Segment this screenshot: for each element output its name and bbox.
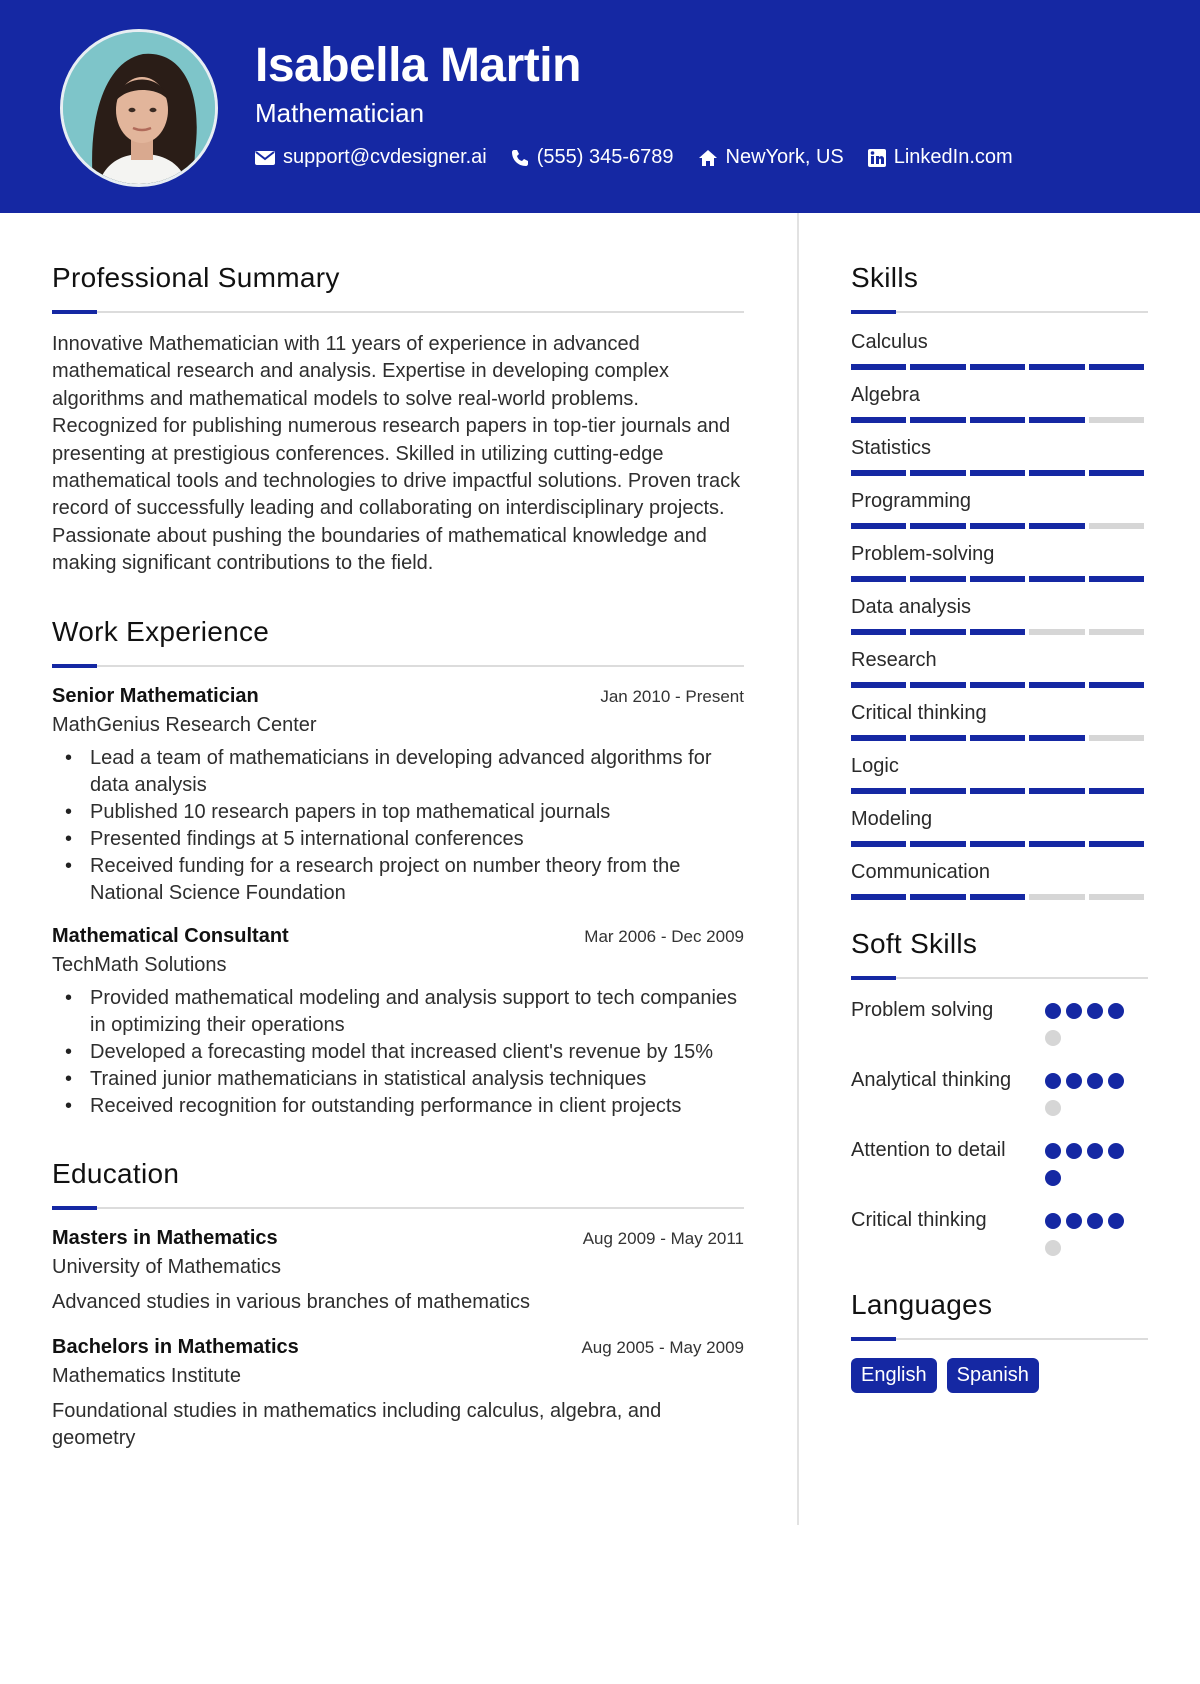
skill-name: Algebra (851, 384, 920, 406)
job-entry (52, 925, 744, 1120)
skill-item (851, 861, 1148, 900)
skill-name: Communication (851, 861, 990, 883)
contact-email-text: support@cvdesigner.ai (283, 146, 487, 168)
skill-level-segment (910, 629, 965, 635)
skill-level-segment (851, 682, 906, 688)
skill-level-segment (970, 735, 1025, 741)
skill-level-bar (851, 364, 1148, 370)
rating-dot (1045, 1143, 1061, 1159)
skills-heading: Skills (851, 262, 919, 293)
skill-level-segment (1029, 470, 1084, 476)
edu-dates: Aug 2009 - May 2011 (582, 1228, 744, 1248)
languages-list (851, 1358, 1148, 1393)
soft-skill-name: Problem solving (851, 999, 994, 1021)
skill-level-segment (851, 735, 906, 741)
skill-level-bar (851, 735, 1148, 741)
column-divider (797, 213, 799, 1525)
soft-skill-item (851, 1137, 1148, 1197)
skills-list (851, 331, 1148, 900)
skill-level-segment (910, 523, 965, 529)
job-bullet: • Trained junior mathematicians in statistical analysis techniques (52, 1066, 744, 1093)
summary-text: Innovative Mathematician with 11 years of experience in advanced mathematical research and analysis. Expertise in developing complex algorithms and mathematical models to solve real-world problems. Recognized for publishing numerous research papers in top-tier journals and presenting at prestigious conferences. Skilled in utilizing cutting-edge mathematical tools and technologies to drive impactful solutions. Proven track record of successfully leading and collaborating on interdisciplinary projects. Passionate about pushing the boundaries of mathematical knowledge and making significant contributions to the field. (52, 333, 741, 575)
skill-name: Research (851, 649, 937, 671)
job-bullets (52, 745, 744, 907)
soft-skill-name: Analytical thinking (851, 1069, 1012, 1091)
skill-level-segment (970, 841, 1025, 847)
soft-skill-item (851, 1067, 1148, 1127)
side-column (851, 262, 1148, 1393)
skills-section (851, 262, 1148, 900)
rating-dot (1087, 1003, 1103, 1019)
job-bullet: • Developed a forecasting model that increased client's revenue by 15% (52, 1039, 744, 1066)
rating-dot (1108, 1143, 1124, 1159)
skill-level-segment (851, 470, 906, 476)
skill-name: Problem-solving (851, 543, 995, 565)
skill-name: Programming (851, 490, 972, 512)
soft-skill-name: Attention to detail (851, 1139, 1006, 1161)
edu-degree: Bachelors in Mathematics (52, 1335, 299, 1358)
skill-item (851, 384, 1148, 423)
skill-item (851, 596, 1148, 635)
skill-level-segment (851, 576, 906, 582)
soft-skill-rating (1045, 997, 1145, 1057)
rating-dot (1066, 1143, 1082, 1159)
rating-dot (1066, 1073, 1082, 1089)
skill-level-segment (1089, 470, 1144, 476)
rating-dot (1045, 1240, 1061, 1256)
skill-name: Statistics (851, 437, 932, 459)
skill-level-segment (1029, 523, 1084, 529)
skill-level-segment (851, 417, 906, 423)
job-bullet: • Provided mathematical modeling and analysis support to tech companies in optimizing their operations (52, 985, 744, 1039)
contact-row (255, 146, 1037, 169)
rating-dot (1066, 1213, 1082, 1229)
skill-level-segment (1029, 629, 1084, 635)
contact-phone-text: (555) 345-6789 (536, 146, 674, 168)
skill-level-segment (1029, 682, 1084, 688)
soft-skill-rating (1045, 1137, 1145, 1197)
section-rule (52, 1206, 744, 1209)
section-rule (851, 1337, 1148, 1340)
skill-level-segment (1089, 682, 1144, 688)
skill-level-segment (970, 417, 1025, 423)
main-column (52, 262, 744, 1472)
section-rule (851, 976, 1148, 979)
soft-skill-item (851, 997, 1148, 1057)
rating-dot (1108, 1073, 1124, 1089)
skill-level-bar (851, 841, 1148, 847)
skill-level-segment (910, 576, 965, 582)
contact-linkedin-text: LinkedIn.com (893, 146, 1013, 168)
phone-icon (511, 149, 529, 167)
skill-level-bar (851, 576, 1148, 582)
job-org: MathGenius Research Center (52, 713, 317, 736)
skill-level-bar (851, 417, 1148, 423)
rating-dot (1045, 1213, 1061, 1229)
skill-name: Data analysis (851, 596, 972, 618)
experience-section (52, 616, 744, 1120)
job-bullet: • Lead a team of mathematicians in developing advanced algorithms for data analysis (52, 745, 744, 799)
header-banner (0, 0, 1200, 213)
skill-item (851, 755, 1148, 794)
job-bullet: • Presented findings at 5 international conferences (52, 826, 744, 853)
soft-skills-heading: Soft Skills (851, 928, 978, 959)
skill-level-segment (970, 682, 1025, 688)
edu-desc: Foundational studies in mathematics including calculus, algebra, and geometry (52, 1399, 662, 1449)
skill-level-bar (851, 629, 1148, 635)
soft-skill-item (851, 1207, 1148, 1267)
rating-dot (1108, 1213, 1124, 1229)
skill-level-bar (851, 523, 1148, 529)
languages-section (851, 1289, 1148, 1393)
rating-dot (1087, 1143, 1103, 1159)
language-tag: Spanish (947, 1358, 1039, 1393)
skill-level-segment (1029, 735, 1084, 741)
contact-location-text: NewYork, US (725, 146, 844, 168)
skill-level-segment (1089, 788, 1144, 794)
rating-dot (1066, 1003, 1082, 1019)
skill-level-segment (851, 364, 906, 370)
skill-level-bar (851, 682, 1148, 688)
job-dates: Jan 2010 - Present (600, 686, 744, 706)
edu-degree: Masters in Mathematics (52, 1226, 278, 1249)
skill-level-segment (1029, 576, 1084, 582)
skill-level-segment (851, 894, 906, 900)
education-entry (52, 1336, 744, 1452)
home-icon (698, 149, 718, 167)
candidate-name: Isabella Martin (255, 39, 581, 92)
skill-item (851, 543, 1148, 582)
skill-level-segment (910, 841, 965, 847)
education-entry (52, 1227, 744, 1316)
summary-heading: Professional Summary (52, 262, 340, 293)
skill-level-segment (1029, 364, 1084, 370)
skill-name: Logic (851, 755, 899, 777)
job-bullets (52, 985, 744, 1120)
skill-level-segment (1089, 417, 1144, 423)
skill-item (851, 437, 1148, 476)
skill-level-bar (851, 894, 1148, 900)
profile-photo (63, 32, 218, 187)
rating-dot (1108, 1003, 1124, 1019)
linkedin-icon (868, 149, 886, 167)
languages-heading: Languages (851, 1289, 993, 1320)
skill-level-segment (910, 735, 965, 741)
skill-level-segment (970, 788, 1025, 794)
language-tag: English (851, 1358, 937, 1393)
skill-level-segment (910, 470, 965, 476)
job-role: Mathematical Consultant (52, 924, 289, 947)
soft-skills-list (851, 997, 1148, 1267)
job-role: Senior Mathematician (52, 684, 259, 707)
soft-skill-name: Critical thinking (851, 1209, 987, 1231)
section-rule (52, 310, 744, 313)
rating-dot (1045, 1073, 1061, 1089)
rating-dot (1045, 1170, 1061, 1186)
skill-level-segment (970, 523, 1025, 529)
rating-dot (1045, 1030, 1061, 1046)
skill-level-segment (851, 523, 906, 529)
soft-skill-rating (1045, 1207, 1145, 1267)
skill-level-segment (1089, 841, 1144, 847)
envelope-icon (255, 150, 275, 166)
education-heading: Education (52, 1157, 180, 1189)
skill-name: Critical thinking (851, 702, 987, 724)
rating-dot (1045, 1003, 1061, 1019)
contact-phone[interactable] (511, 146, 674, 169)
skill-level-segment (910, 417, 965, 423)
education-section (52, 1158, 744, 1452)
soft-skills-section (851, 928, 1148, 1267)
skill-level-segment (1029, 841, 1084, 847)
summary-section (52, 262, 744, 578)
skill-level-segment (970, 629, 1025, 635)
skill-level-bar (851, 470, 1148, 476)
skill-level-segment (851, 629, 906, 635)
rating-dot (1045, 1100, 1061, 1116)
skill-level-segment (970, 364, 1025, 370)
skill-name: Modeling (851, 808, 933, 830)
skill-level-segment (1089, 735, 1144, 741)
skill-level-segment (910, 894, 965, 900)
section-rule (52, 664, 744, 667)
skill-item (851, 490, 1148, 529)
skill-level-segment (851, 841, 906, 847)
skill-level-segment (970, 576, 1025, 582)
skill-level-segment (1089, 894, 1144, 900)
job-org: TechMath Solutions (52, 953, 227, 976)
soft-skill-rating (1045, 1067, 1145, 1127)
skill-item (851, 331, 1148, 370)
contact-linkedin[interactable] (868, 146, 1013, 169)
skill-level-segment (1029, 788, 1084, 794)
skill-item (851, 808, 1148, 847)
edu-school: University of Mathematics (52, 1255, 281, 1278)
rating-dot (1087, 1213, 1103, 1229)
contact-location (698, 146, 844, 169)
skill-level-segment (1089, 523, 1144, 529)
skill-level-segment (1089, 576, 1144, 582)
skill-level-segment (910, 682, 965, 688)
skill-level-segment (910, 788, 965, 794)
skill-level-segment (910, 364, 965, 370)
job-bullet: • Received recognition for outstanding performance in client projects (52, 1093, 744, 1120)
contact-email[interactable] (255, 146, 487, 169)
edu-desc: Advanced studies in various branches of mathematics (52, 1290, 531, 1313)
edu-dates: Aug 2005 - May 2009 (581, 1337, 744, 1357)
rating-dot (1087, 1073, 1103, 1089)
job-bullet: • Received funding for a research project on number theory from the National Science Foundation (52, 853, 744, 907)
skill-level-segment (1029, 417, 1084, 423)
skill-level-segment (970, 470, 1025, 476)
skill-item (851, 702, 1148, 741)
experience-heading: Work Experience (52, 615, 270, 647)
skill-level-segment (970, 894, 1025, 900)
edu-school: Mathematics Institute (52, 1364, 241, 1387)
job-entry (52, 685, 744, 907)
skill-name: Calculus (851, 331, 928, 353)
job-bullet: • Published 10 research papers in top mathematical journals (52, 799, 744, 826)
skill-level-segment (1089, 364, 1144, 370)
skill-level-bar (851, 788, 1148, 794)
job-dates: Mar 2006 - Dec 2009 (584, 926, 744, 946)
skill-item (851, 649, 1148, 688)
skill-level-segment (1089, 629, 1144, 635)
skill-level-segment (1029, 894, 1084, 900)
candidate-title: Mathematician (255, 98, 425, 128)
avatar (60, 29, 218, 187)
section-rule (851, 310, 1148, 313)
skill-level-segment (851, 788, 906, 794)
